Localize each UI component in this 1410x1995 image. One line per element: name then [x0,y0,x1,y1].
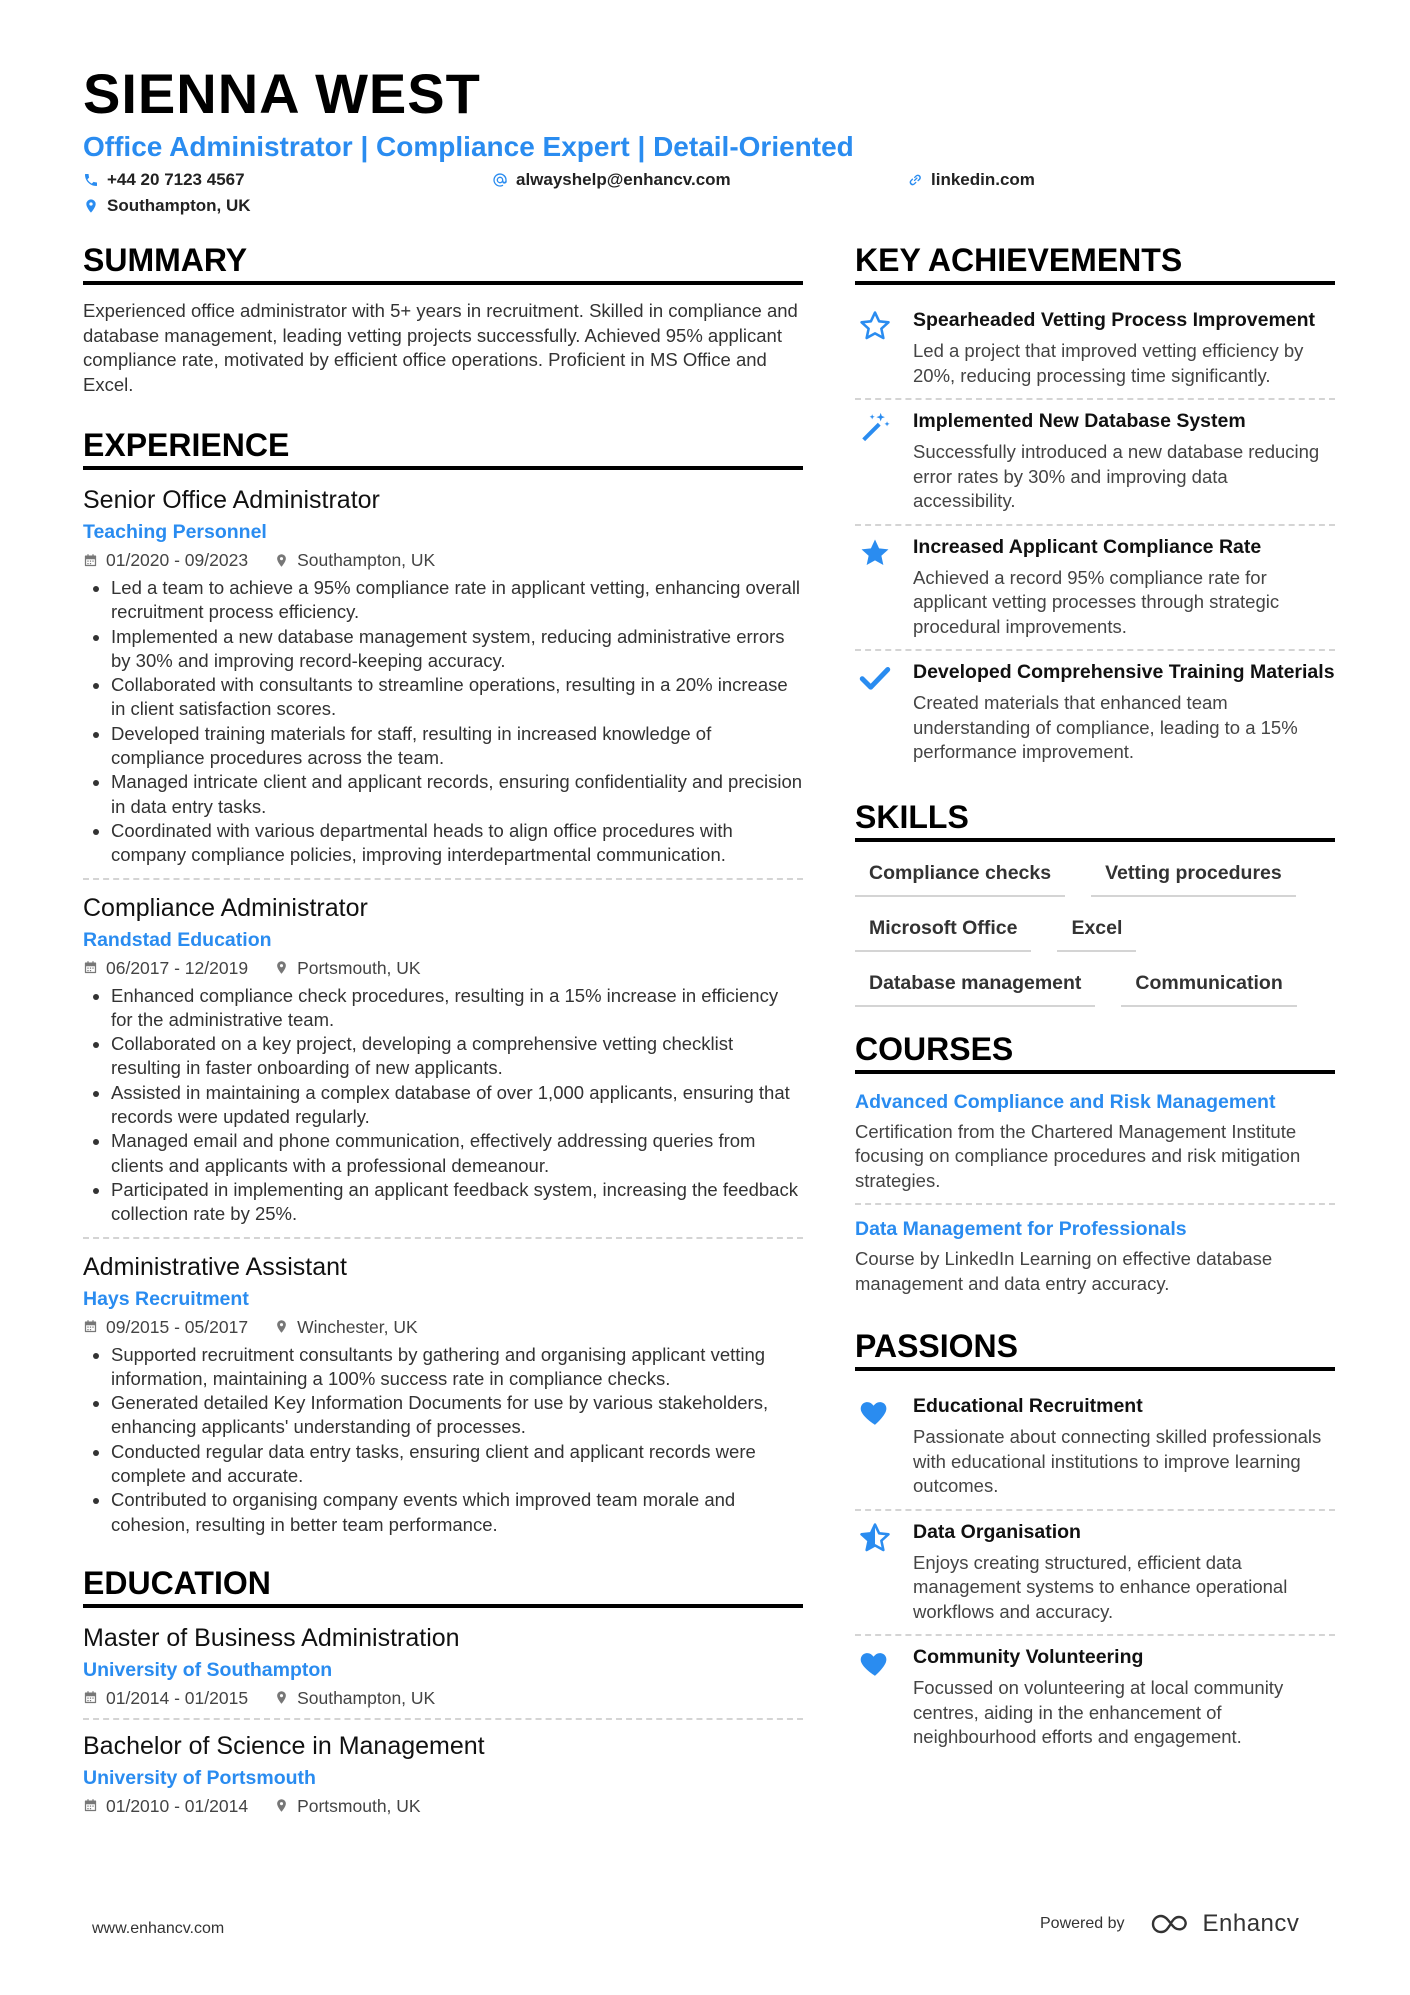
passion-item [855,1511,1335,1637]
job-location: Southampton, UK [297,550,436,570]
passion-desc: Focussed on volunteering at local community centres, aiding in the enhancement of neighbourhood efforts and engagement. [913,1677,1284,1747]
skill-tag: Excel [1057,911,1136,952]
achievement-item [855,299,1335,400]
phone-icon [83,172,99,188]
passion-desc: Enjoys creating structured, efficient data management systems to enhance operational workflows and accuracy. [913,1551,1288,1622]
job-dates: 01/2020 - 09/2023 [106,550,249,570]
skill-tag: Database management [855,966,1095,1007]
experience-heading: EXPERIENCE [83,429,803,470]
achievement-title: Implemented New Database System [913,410,1246,432]
course-item [855,1215,1335,1306]
education-heading: EDUCATION [83,1567,803,1608]
star-filled-icon [858,536,892,570]
linkedin-text: linkedin.com [931,170,1035,189]
calendar-icon [83,1319,98,1334]
job-title: Compliance Administrator [83,893,368,922]
achievement-item [855,651,1335,775]
footer-branding [1040,1910,1299,1938]
achievement-item [855,526,1335,652]
left-column [83,244,803,1836]
location-pin-icon [83,198,99,214]
passion-title: Data Organisation [913,1520,1081,1543]
footer-website[interactable]: www.enhancv.com [92,1920,225,1937]
education-dates: 01/2014 - 01/2015 [106,1687,249,1708]
job-meta [83,954,803,982]
degree-title: Bachelor of Science in Management [83,1731,485,1760]
magic-wand-icon [858,410,892,444]
brand-name: Enhancv [1202,1910,1300,1937]
bullet-item: • Collaborated with consultants to streamline operations, resulting in a 20% increase in client satisfaction scores. [111,673,803,722]
bullet-item: • Coordinated with various departmental heads to align office procedures with company compliance policies, improving interdepartmental communication. [111,819,803,868]
location-pin-icon [274,960,289,975]
bullet-item: • Contributed to organising company events which improved team morale and cohesion, resulting in better team performance. [111,1488,803,1537]
powered-by-label: Powered by [1040,1915,1125,1932]
summary-section [83,244,803,397]
summary-text: Experienced office administrator with 5+ years in recruitment. Skilled in compliance and database management, leading vetting projects successfully. Achieved 95% applicant compliance rate, motivated by efficient office operations. Proficient in MS Office and Excel. [83,300,798,395]
star-outline-icon [858,309,892,343]
contact-email[interactable] [492,170,731,190]
company-name: Randstad Education [83,928,272,951]
calendar-icon [83,1798,98,1813]
passion-item [855,1636,1335,1760]
link-icon [907,172,923,188]
bullet-item: • Managed intricate client and applicant records, ensuring confidentiality and precision in data entry tasks. [111,770,803,819]
skill-tag: Vetting procedures [1091,856,1296,897]
passions-heading: PASSIONS [855,1330,1335,1371]
company-name: Teaching Personnel [83,521,267,543]
achievement-desc: Created materials that enhanced team understanding of compliance, leading to a 15% performance improvement. [913,692,1298,762]
education-section [83,1564,803,1826]
achievement-title: Developed Comprehensive Training Materials [913,661,1335,683]
job-bullets [83,984,803,1227]
bullet-item: • Implemented a new database management system, reducing administrative errors by 30% and improving record-keeping accuracy. [111,625,803,674]
job-meta [83,1313,803,1341]
bullet-item: • Developed training materials for staff, resulting in increased knowledge of compliance procedures across the team. [111,722,803,771]
skills-heading: SKILLS [855,801,1335,842]
education-meta [83,1792,803,1820]
education-meta [83,1684,803,1712]
heart-icon [858,1395,892,1429]
job-location: Winchester, UK [297,1316,418,1337]
skills-list [855,856,1335,1007]
passion-title: Community Volunteering [913,1646,1144,1668]
heart-icon [858,1646,892,1680]
calendar-icon [83,553,98,568]
location-pin-icon [274,553,289,568]
course-title[interactable]: Data Management for Professionals [855,1218,1187,1240]
bullet-item: • Participated in implementing an applicant feedback system, increasing the feedback collection rate by 25%. [111,1178,803,1227]
contact-linkedin[interactable] [907,170,1035,190]
calendar-icon [83,960,98,975]
bullet-item: • Supported recruitment consultants by gathering and organising applicant vetting information, maintaining a 100% success rate in compliance checks. [111,1343,803,1392]
course-title[interactable]: Advanced Compliance and Risk Management [855,1090,1276,1113]
at-sign-icon [492,172,508,188]
degree-title: Master of Business Administration [83,1623,460,1652]
courses-heading: COURSES [855,1033,1335,1074]
contact-phone[interactable] [83,170,245,190]
education-entry [83,1622,803,1720]
job-title: Senior Office Administrator [83,486,380,514]
passion-title: Educational Recruitment [913,1395,1143,1417]
bullet-item: • Generated detailed Key Information Documents for use by various stakeholders, enhancing applicants' understanding of processes. [111,1391,803,1440]
phone-text: +44 20 7123 4567 [107,170,245,189]
achievement-desc: Successfully introduced a new database reducing error rates by 30% and improving data accessibility. [913,441,1320,511]
achievements-section [855,244,1335,775]
bullet-item: • Managed email and phone communication, effectively addressing queries from clients and applicants with a professional demeanour. [111,1129,803,1178]
bullet-item: • Enhanced compliance check procedures, resulting in a 15% increase in efficiency for the administrative team. [111,984,803,1033]
star-half-icon [858,1521,892,1555]
checkmark-icon [858,661,892,695]
school-name: University of Portsmouth [83,1766,316,1789]
brand-logo[interactable] [1149,1910,1300,1938]
skills-section [855,798,1335,1007]
calendar-icon [83,1690,98,1705]
candidate-name: SIENNA WEST [83,62,481,125]
job-dates: 06/2017 - 12/2019 [106,957,249,978]
right-column [855,244,1335,1760]
job-entry [83,1251,803,1547]
passion-item [855,1385,1335,1511]
courses-section [855,1030,1335,1307]
company-name: Hays Recruitment [83,1287,249,1310]
job-meta [83,546,803,574]
enhancv-logo-icon [1149,1911,1195,1937]
education-dates: 01/2010 - 01/2014 [106,1795,249,1816]
experience-section [83,429,803,1547]
email-text: alwayshelp@enhancv.com [516,170,731,189]
job-dates: 09/2015 - 05/2017 [106,1316,249,1337]
job-title: Administrative Assistant [83,1252,347,1281]
location-pin-icon [274,1690,289,1705]
candidate-title: Office Administrator | Compliance Expert | Detail-Oriented [83,131,854,162]
achievement-title: Spearheaded Vetting Process Improvement [913,309,1316,331]
job-location: Portsmouth, UK [297,957,421,978]
course-item [855,1088,1335,1206]
bullet-item: • Assisted in maintaining a complex database of over 1,000 applicants, ensuring that records were updated regularly. [111,1081,803,1130]
education-location: Southampton, UK [297,1687,436,1708]
passions-section [855,1330,1335,1760]
achievement-title: Increased Applicant Compliance Rate [913,535,1262,558]
education-location: Portsmouth, UK [297,1795,421,1816]
job-entry [83,892,803,1239]
skill-tag: Communication [1121,966,1296,1007]
course-desc: Course by LinkedIn Learning on effective database management and data entry accuracy. [855,1248,1273,1294]
summary-heading: SUMMARY [83,244,803,285]
location-pin-icon [274,1319,289,1334]
bullet-item: • Collaborated on a key project, developing a comprehensive vetting checklist resulting in faster onboarding of new applicants. [111,1032,803,1081]
school-name: University of Southampton [83,1658,333,1681]
contact-location [83,196,251,216]
skill-tag: Compliance checks [855,856,1065,897]
location-pin-icon [274,1798,289,1813]
job-bullets [83,1343,803,1537]
achievements-heading: KEY ACHIEVEMENTS [855,244,1335,285]
bullet-item: • Conducted regular data entry tasks, ensuring client and applicant records were complete and accurate. [111,1440,803,1489]
achievement-desc: Achieved a record 95% compliance rate for applicant vetting processes through strategic procedural improvements. [913,566,1280,637]
course-desc: Certification from the Chartered Management Institute focusing on compliance procedures and risk mitigation strategies. [855,1120,1301,1191]
achievement-item [855,400,1335,526]
job-bullets [83,576,803,868]
education-entry [83,1730,803,1826]
skill-tag: Microsoft Office [855,911,1031,952]
job-entry [83,484,803,880]
location-text: Southampton, UK [107,196,251,215]
passion-desc: Passionate about connecting skilled professionals with educational institutions to improve learning outcomes. [913,1426,1322,1496]
bullet-item: • Led a team to achieve a 95% compliance rate in applicant vetting, enhancing overall recruitment process efficiency. [111,576,803,625]
achievement-desc: Led a project that improved vetting efficiency by 20%, reducing processing time significantly. [913,340,1304,386]
